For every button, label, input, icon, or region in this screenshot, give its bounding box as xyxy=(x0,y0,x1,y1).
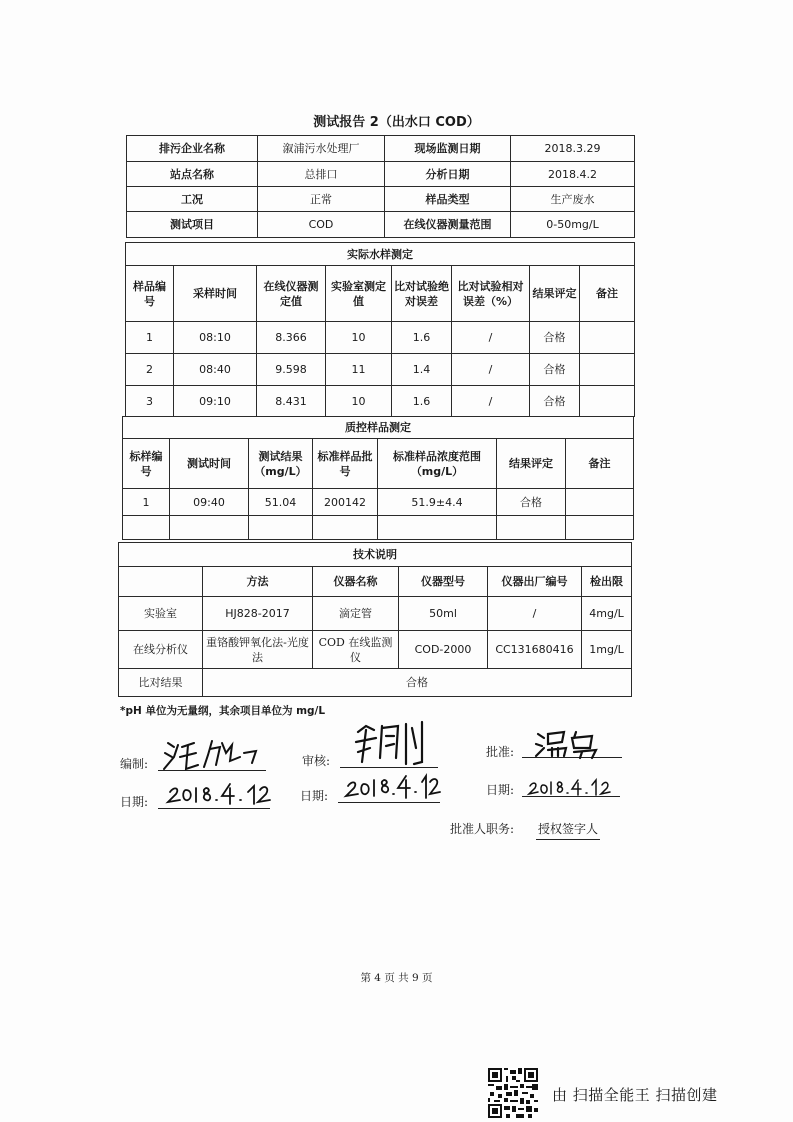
water-sample-table xyxy=(125,242,635,417)
table-cell: 合格 xyxy=(530,354,580,386)
tech-caption: 技术说明 xyxy=(119,543,632,567)
water-header: 备注 xyxy=(580,266,635,322)
table-cell xyxy=(580,322,635,354)
tech-header: 方法 xyxy=(203,567,313,597)
reviewer-label: 审核: xyxy=(302,754,331,768)
table-cell: 重铬酸钾氧化法-光度法 xyxy=(203,631,313,669)
table-cell: / xyxy=(488,597,582,631)
table-cell: COD 在线监测仪 xyxy=(313,631,399,669)
table-cell: 合格 xyxy=(530,322,580,354)
tech-header xyxy=(119,567,203,597)
reviewer-date-line xyxy=(338,802,440,803)
tech-header: 仪器型号 xyxy=(399,567,488,597)
condition-label: 工况 xyxy=(127,187,258,212)
table-cell: 08:10 xyxy=(174,322,257,354)
water-header: 样品编号 xyxy=(126,266,174,322)
table-cell xyxy=(378,516,497,540)
table-cell xyxy=(566,516,634,540)
table-cell: 51.04 xyxy=(249,489,313,516)
item-value: COD xyxy=(258,212,385,238)
qc-header: 测试时间 xyxy=(170,439,249,489)
info-table xyxy=(126,135,635,238)
table-cell: / xyxy=(452,386,530,417)
analysis-date-label: 分析日期 xyxy=(385,162,511,187)
table-cell: 8.431 xyxy=(257,386,326,417)
table-row xyxy=(123,516,634,540)
approver-signature-icon xyxy=(534,728,614,760)
table-cell: / xyxy=(452,322,530,354)
station-label: 站点名称 xyxy=(127,162,258,187)
table-cell: CC131680416 xyxy=(488,631,582,669)
table-cell: 4mg/L xyxy=(582,597,632,631)
table-cell: 51.9±4.4 xyxy=(378,489,497,516)
table-cell: 11 xyxy=(326,354,392,386)
table-row xyxy=(119,631,632,669)
table-row xyxy=(126,354,635,386)
compare-value: 合格 xyxy=(203,669,632,697)
reviewer-signature-icon xyxy=(352,718,442,768)
page-title: 测试报告 2（出水口 COD） xyxy=(313,115,480,130)
table-cell xyxy=(313,516,378,540)
table-cell: 1.6 xyxy=(392,322,452,354)
position-label: 批准人职务: xyxy=(450,822,515,836)
site-date-label: 现场监测日期 xyxy=(385,136,511,162)
table-cell xyxy=(249,516,313,540)
compiler-signature-icon xyxy=(160,735,266,773)
tech-header: 检出限 xyxy=(582,567,632,597)
reviewer-date-handwriting-icon xyxy=(340,770,442,802)
compiler-label: 编制: xyxy=(120,757,149,771)
station-value: 总排口 xyxy=(258,162,385,187)
table-cell: 合格 xyxy=(497,489,566,516)
table-row xyxy=(123,489,634,516)
qc-table xyxy=(122,416,634,540)
table-cell: 滴定管 xyxy=(313,597,399,631)
table-cell: 08:40 xyxy=(174,354,257,386)
table-row xyxy=(119,669,632,697)
compiler-date-label: 日期: xyxy=(120,795,149,809)
table-cell xyxy=(580,354,635,386)
table-cell: 在线分析仪 xyxy=(119,631,203,669)
water-caption: 实际水样测定 xyxy=(126,243,635,266)
position-value: 授权签字人 xyxy=(536,820,600,840)
qc-header: 标样编号 xyxy=(123,439,170,489)
page-number: 第 4 页 共 9 页 xyxy=(360,972,433,984)
table-cell: 200142 xyxy=(313,489,378,516)
condition-value: 正常 xyxy=(258,187,385,212)
table-cell: 合格 xyxy=(530,386,580,417)
item-label: 测试项目 xyxy=(127,212,258,238)
qc-header: 结果评定 xyxy=(497,439,566,489)
table-row xyxy=(126,322,635,354)
approver-date-label: 日期: xyxy=(486,783,515,797)
approver-date-handwriting-icon xyxy=(526,776,618,798)
range-label: 在线仪器测量范围 xyxy=(385,212,511,238)
approver-label: 批准: xyxy=(486,745,515,759)
range-value: 0-50mg/L xyxy=(511,212,635,238)
table-cell: 10 xyxy=(326,386,392,417)
table-cell xyxy=(497,516,566,540)
table-cell: COD-2000 xyxy=(399,631,488,669)
table-row xyxy=(119,597,632,631)
water-header: 结果评定 xyxy=(530,266,580,322)
water-header: 实验室测定值 xyxy=(326,266,392,322)
qc-header: 测试结果（mg/L） xyxy=(249,439,313,489)
site-date-value: 2018.3.29 xyxy=(511,136,635,162)
analysis-date-value: 2018.4.2 xyxy=(511,162,635,187)
table-cell xyxy=(566,489,634,516)
company-value: 溆浦污水处理厂 xyxy=(258,136,385,162)
table-cell: 1mg/L xyxy=(582,631,632,669)
sample-type-value: 生产废水 xyxy=(511,187,635,212)
table-cell: 1 xyxy=(123,489,170,516)
water-header: 比对试验绝对误差 xyxy=(392,266,452,322)
compare-label: 比对结果 xyxy=(119,669,203,697)
compiler-date-line xyxy=(158,808,270,809)
table-row xyxy=(126,386,635,417)
tech-header: 仪器出厂编号 xyxy=(488,567,582,597)
company-label: 排污企业名称 xyxy=(127,136,258,162)
compiler-date-handwriting-icon xyxy=(160,778,272,808)
qc-header: 标准样品浓度范围（mg/L） xyxy=(378,439,497,489)
table-cell: 1.4 xyxy=(392,354,452,386)
table-cell: 09:40 xyxy=(170,489,249,516)
qc-caption: 质控样品测定 xyxy=(123,417,634,439)
table-cell: 10 xyxy=(326,322,392,354)
table-cell: 8.366 xyxy=(257,322,326,354)
table-cell: 1.6 xyxy=(392,386,452,417)
sample-type-label: 样品类型 xyxy=(385,187,511,212)
table-cell: 50ml xyxy=(399,597,488,631)
qc-header: 标准样品批号 xyxy=(313,439,378,489)
tech-table xyxy=(118,542,632,697)
table-cell: 1 xyxy=(126,322,174,354)
table-cell: 3 xyxy=(126,386,174,417)
unit-note: *pH 单位为无量纲，其余项目单位为 mg/L xyxy=(120,705,326,717)
table-cell: 实验室 xyxy=(119,597,203,631)
water-header: 在线仪器测定值 xyxy=(257,266,326,322)
table-cell xyxy=(123,516,170,540)
table-cell: / xyxy=(452,354,530,386)
qr-code-icon xyxy=(488,1068,538,1118)
reviewer-date-label: 日期: xyxy=(300,789,329,803)
water-header: 采样时间 xyxy=(174,266,257,322)
table-cell: 9.598 xyxy=(257,354,326,386)
table-cell: 09:10 xyxy=(174,386,257,417)
table-cell xyxy=(580,386,635,417)
table-cell: 2 xyxy=(126,354,174,386)
water-header: 比对试验相对误差（%） xyxy=(452,266,530,322)
tech-header: 仪器名称 xyxy=(313,567,399,597)
table-cell: HJ828-2017 xyxy=(203,597,313,631)
qc-header: 备注 xyxy=(566,439,634,489)
scanner-badge: 由 扫描全能王 扫描创建 xyxy=(552,1086,718,1104)
table-cell xyxy=(170,516,249,540)
